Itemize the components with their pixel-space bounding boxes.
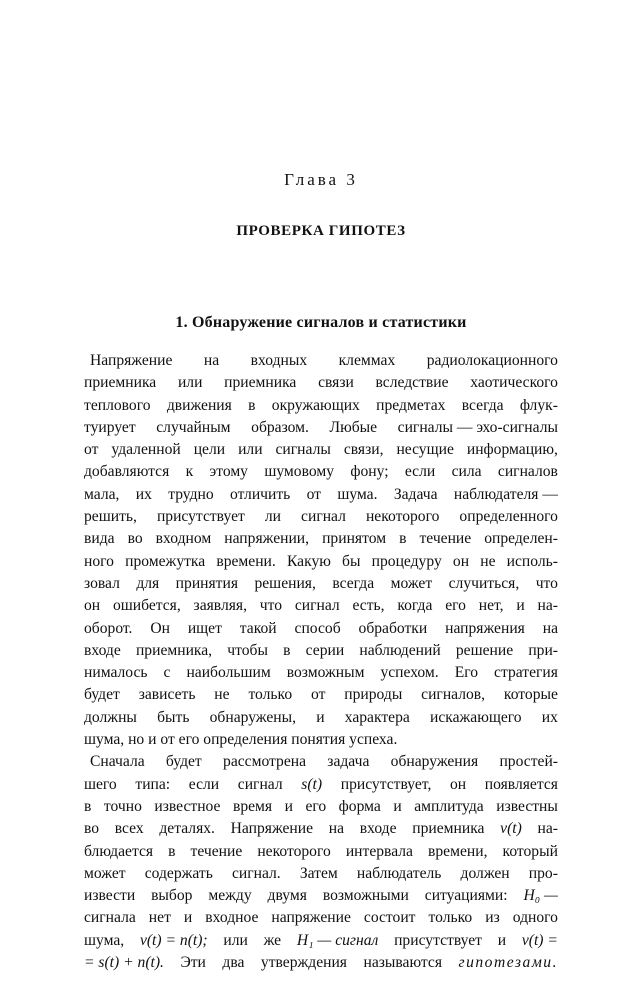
word: обнаружены, <box>209 708 297 726</box>
word: он <box>84 597 101 615</box>
word: на <box>203 352 220 369</box>
word: в <box>399 530 407 548</box>
word: блюдается <box>84 842 154 860</box>
word: обработки <box>358 619 428 637</box>
word: на <box>542 619 558 637</box>
word: гипотезами. <box>458 954 558 972</box>
word: во <box>84 820 100 838</box>
word: Напряжение <box>90 352 173 369</box>
word: есть, <box>352 597 385 615</box>
word: для <box>136 574 160 592</box>
word: только <box>428 909 473 927</box>
word: теплового <box>84 396 151 414</box>
word: нет <box>148 909 171 927</box>
word: из <box>485 909 500 927</box>
word: входных <box>250 352 308 369</box>
word: природы <box>344 686 403 704</box>
word: хаотического <box>470 374 558 392</box>
word: и <box>497 931 507 949</box>
word: только <box>248 686 293 704</box>
word: сигнал <box>237 775 283 793</box>
word: входное <box>205 909 259 927</box>
word: он <box>452 552 470 570</box>
text-line <box>84 907 558 929</box>
word: движения <box>166 396 232 414</box>
book-page <box>84 0 558 1000</box>
word: сигнал <box>294 597 340 615</box>
section-heading: 1. Обнаружение сигналов и статистики <box>175 314 467 331</box>
word: будет <box>165 753 202 771</box>
word: характера <box>344 708 410 726</box>
word: флук- <box>519 396 558 414</box>
text-line <box>84 506 558 528</box>
text-line <box>84 484 558 506</box>
word: будет <box>84 686 120 704</box>
word: шего <box>84 775 117 793</box>
text-line <box>84 618 558 640</box>
word: может <box>84 864 126 882</box>
word: Он <box>150 619 170 637</box>
word: известное <box>154 797 221 815</box>
word: ли <box>264 508 282 526</box>
word: рассмотрена <box>223 753 307 771</box>
text-line <box>84 417 558 439</box>
word: шума. <box>337 485 378 503</box>
word: связи <box>318 374 354 392</box>
word: их <box>541 708 558 726</box>
word: всегда <box>461 396 504 414</box>
text-line <box>84 885 558 907</box>
word: чтобы <box>227 641 268 659</box>
word: H₁ — сигнал <box>296 931 379 949</box>
word: что <box>535 574 558 592</box>
word: вида <box>84 530 115 548</box>
word: от <box>306 485 321 503</box>
word: течение <box>190 842 243 860</box>
word: s(t) <box>301 775 323 793</box>
word: = s(t) + n(t). <box>84 954 164 972</box>
text-line <box>84 372 558 394</box>
word: на- <box>537 597 558 615</box>
word: успехом. <box>380 664 439 682</box>
word: отличить <box>230 485 291 503</box>
word: между <box>208 887 252 905</box>
word: и <box>393 797 402 815</box>
paragraph-1 <box>84 350 558 751</box>
word: типа: <box>135 775 171 793</box>
word: обнаружения <box>390 753 479 771</box>
word: Его <box>454 664 479 682</box>
word: приемника <box>84 374 157 392</box>
word: в <box>248 396 256 414</box>
word: сигнал <box>301 508 346 526</box>
word: утверждения <box>260 954 347 972</box>
word: про- <box>528 864 558 882</box>
word: случайным <box>156 418 231 436</box>
word: некоторого <box>365 508 440 526</box>
word: два <box>222 954 245 972</box>
paragraph-2 <box>84 751 558 974</box>
word: приемника, <box>135 641 213 659</box>
word: стратегия <box>494 664 558 682</box>
text-line <box>84 461 558 483</box>
text-line <box>84 551 558 573</box>
word: сигнал. <box>231 864 281 882</box>
word: возможными <box>322 887 409 905</box>
text-line <box>84 774 558 796</box>
word: Задача <box>393 485 438 503</box>
word: Затем <box>299 864 338 882</box>
word: с <box>163 664 171 682</box>
word: радиолокационного <box>426 352 558 369</box>
word: присутствует <box>394 931 482 949</box>
word: на- <box>537 820 558 838</box>
word: что <box>259 597 283 615</box>
word: сигналов <box>497 463 558 481</box>
word: всех <box>114 820 144 838</box>
word: заявляя, <box>193 597 247 615</box>
word: и <box>183 909 193 927</box>
word: во <box>127 530 143 548</box>
word: входном <box>155 530 212 548</box>
word: приемника <box>224 374 297 392</box>
word: ищет <box>187 619 222 637</box>
word: такой <box>239 619 277 637</box>
word: деталях. <box>159 820 215 838</box>
word: на <box>328 820 345 838</box>
word: вследствие <box>375 374 449 392</box>
word: который <box>502 842 558 860</box>
word: приемника <box>412 820 485 838</box>
word: сигнала <box>84 909 136 927</box>
word: которые <box>503 686 558 704</box>
text-line <box>84 684 558 706</box>
text-line <box>84 573 558 595</box>
word: состоит <box>363 909 416 927</box>
text-line <box>84 841 558 863</box>
word: решить, <box>84 508 137 526</box>
word: решение <box>455 641 514 659</box>
word: окружающих <box>271 396 360 414</box>
word: присутствует, <box>340 775 432 793</box>
chapter-title: ПРОВЕРКА ГИПОТЕЗ <box>236 223 406 239</box>
text-line <box>84 439 558 461</box>
word: или <box>177 374 203 392</box>
word: сигналы <box>275 441 331 459</box>
word: процедуру <box>371 552 442 570</box>
word: амплитуда <box>414 797 484 815</box>
word: трудно <box>168 485 214 503</box>
word: если <box>404 463 436 481</box>
word: напряжении, <box>224 530 310 548</box>
word: сигналы — эхо-сигналы <box>397 418 558 436</box>
chapter-label: Глава 3 <box>284 170 358 189</box>
word: ного <box>84 552 114 570</box>
word: называются <box>363 954 442 972</box>
word: или <box>223 931 248 949</box>
word: несущие <box>396 441 454 459</box>
word: интервала <box>345 842 413 860</box>
word: точно <box>103 797 142 815</box>
word: шума, <box>84 931 125 949</box>
word: от <box>310 686 326 704</box>
text-line <box>84 818 558 840</box>
word: удаленной <box>111 441 181 459</box>
word: нималось <box>84 664 148 682</box>
word: же <box>263 931 282 949</box>
word: появляется <box>484 775 558 793</box>
word: быть <box>157 708 190 726</box>
word: времени, <box>428 842 488 860</box>
text-line <box>84 595 558 617</box>
word: зависеть <box>138 686 196 704</box>
text-line <box>84 729 558 751</box>
word: и <box>316 708 325 726</box>
word: в <box>283 641 291 659</box>
word: фону; <box>350 463 389 481</box>
word: в <box>84 797 92 815</box>
word: он <box>449 775 467 793</box>
word: мала, <box>84 485 120 503</box>
word: не <box>214 686 230 704</box>
word: искажающего <box>430 708 522 726</box>
word: простей- <box>499 753 558 771</box>
text-line <box>84 751 558 773</box>
word: время <box>232 797 273 815</box>
word: добавляются <box>84 463 170 481</box>
word: некоторого <box>257 842 331 860</box>
word: времени. <box>216 552 276 570</box>
word: присутствует <box>156 508 245 526</box>
word: если <box>188 775 220 793</box>
text-line <box>84 662 558 684</box>
word: решения, <box>254 574 316 592</box>
word: от <box>84 441 99 459</box>
word: задача <box>327 753 370 771</box>
word: Эти <box>180 954 206 972</box>
word: входе <box>84 641 121 659</box>
word: информацию, <box>466 441 558 459</box>
word: этому <box>209 463 248 481</box>
word: когда <box>397 597 433 615</box>
word: не <box>480 552 496 570</box>
word: входе <box>359 820 397 838</box>
text-line <box>84 952 558 974</box>
word: связи, <box>343 441 384 459</box>
word: их <box>135 485 152 503</box>
word: и <box>284 797 293 815</box>
word: сигналов, <box>421 686 486 704</box>
word: Какую <box>286 552 331 570</box>
word: наблюдатель <box>356 864 442 882</box>
word: течение <box>419 530 472 548</box>
word: шума, но и от его определения понятия успеха. <box>84 731 398 749</box>
word: должны <box>84 708 137 726</box>
word: известны <box>496 797 558 815</box>
text-line <box>84 796 558 818</box>
text-line <box>84 707 558 729</box>
word: при- <box>528 641 558 659</box>
word: содержать <box>144 864 213 882</box>
word: напряжения <box>445 619 525 637</box>
word: наблюдений <box>359 641 441 659</box>
word: принятия <box>175 574 239 592</box>
word: должен <box>460 864 510 882</box>
word: предметах <box>376 396 446 414</box>
text-line <box>84 350 558 372</box>
word: к <box>185 463 194 481</box>
word: ситуациями: <box>424 887 508 905</box>
word: или <box>238 441 263 459</box>
word: v(t) = <box>521 931 558 949</box>
word: зовал <box>84 574 120 592</box>
word: наибольшим <box>186 664 271 682</box>
word: наблюдателя — <box>453 485 558 503</box>
word: шумовому <box>264 463 335 481</box>
word: H₀ — <box>523 887 558 905</box>
word: v(t) <box>500 820 522 838</box>
word: извести <box>84 887 136 905</box>
word: бы <box>342 552 361 570</box>
word: сила <box>451 463 482 481</box>
text-line <box>84 640 558 662</box>
word: оборот. <box>84 619 133 637</box>
word: случиться, <box>448 574 520 592</box>
word: двумя <box>267 887 307 905</box>
word: способ <box>294 619 341 637</box>
word: его <box>445 597 466 615</box>
word: и <box>516 597 525 615</box>
word: выбор <box>151 887 193 905</box>
word: форма <box>338 797 381 815</box>
text-line <box>84 930 558 952</box>
word: нет, <box>478 597 504 615</box>
word: клеммах <box>338 352 396 369</box>
word: определен- <box>484 530 558 548</box>
word: исполь- <box>506 552 558 570</box>
word: Напряжение <box>230 820 314 838</box>
word: образом. <box>251 418 309 436</box>
body-text <box>84 350 558 974</box>
text-line <box>84 528 558 550</box>
word: Любые <box>329 418 378 436</box>
word: принятом <box>322 530 387 548</box>
text-line <box>84 863 558 885</box>
word: всегда <box>332 574 375 592</box>
text-line <box>84 395 558 417</box>
word: в <box>168 842 176 860</box>
word: v(t) = n(t); <box>139 931 208 949</box>
word: Сначала <box>90 753 145 771</box>
word: цели <box>193 441 226 459</box>
word: возможным <box>286 664 365 682</box>
word: ошибется, <box>112 597 181 615</box>
word: напряжение <box>271 909 351 927</box>
word: его <box>305 797 327 815</box>
word: может <box>390 574 433 592</box>
word: промежутка <box>125 552 206 570</box>
word: туирует <box>84 418 136 436</box>
word: серии <box>305 641 345 659</box>
word: одного <box>512 909 558 927</box>
word: определенного <box>459 508 558 526</box>
